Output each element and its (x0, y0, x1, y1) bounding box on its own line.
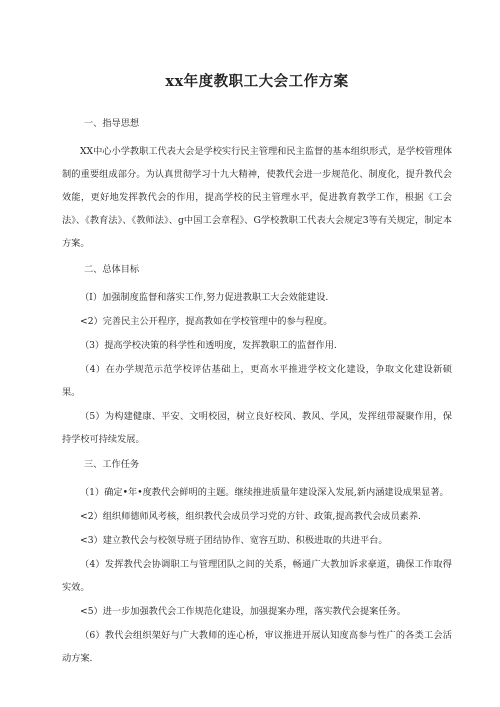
list-item: （I）加强制度监督和落实工作,努力促进教职工大会效能建设. (80, 292, 329, 303)
list-item: <2）组织师德师风考核，组织教代会成员学习党的方针、政策,提高教代会成员素养. (80, 511, 421, 522)
list-item: <2）完善民主公开程序，提高教如在学校管理中的参与程度。 (80, 316, 333, 327)
list-item: <5）进一步加强教代会工作规范化建设，加强提案办理，落实教代会提案任务。 (80, 606, 406, 617)
section-paragraph: XX中心小学教职工代表大会是学校实行民主管理和民主监督的基本组织形式，是学校管理体制的重要组成部分。为认真贯彻学习十九大精神，使教代会进一步规范化、制度化，提升教代会效能，更好地发挥教代会的作用，提高学校的民主管理水平，促进教育教学工作，根据《工会法》、《教育法》、《教师法》、g中国工会章程》、G学校教职工代表大会规定3等有关规定，制定本方案。 (62, 146, 452, 249)
list-item: （4）在办学规范示范学校评估基础上，更高水平推进学校文化建设，争取文化建设新硕果。 (62, 364, 452, 398)
list-item: （4）发挥教代会协调职工与管理团队之间的关系，畅通广大教加诉求豪道，确保工作取得实效。 (62, 559, 452, 593)
list-item: （3）提高学校决策的科学性和透明度，发挥教职工的监督作用. (80, 340, 337, 351)
section-heading-overall-goals: 二、总体目标 (84, 264, 140, 275)
list-item: （6）教代会组织架好与广大教师的连心桥，审议推进开展认知度高参与性广的各类工会活动方案. (62, 630, 452, 664)
document-title: xx年度教职工大会工作方案 (165, 73, 349, 90)
list-item: <3）建立教代会与校领导班子团结协作、宽容互助、积极进取的共进平台。 (80, 535, 388, 546)
list-item: （1）确定•年•度教代会鲜明的主题。继续推进质量年建设深入发展,新内涵建设成果显著。 (80, 487, 449, 498)
list-item: （5）为构建健康、平安、文明校园，树立良好校风、教风、学风，发挥纽带凝聚作用，保持学校可持续发展。 (62, 411, 452, 445)
section-heading-guiding-ideology: 一、指导思想 (84, 118, 140, 129)
section-heading-work-tasks: 三、工作任务 (84, 459, 140, 470)
